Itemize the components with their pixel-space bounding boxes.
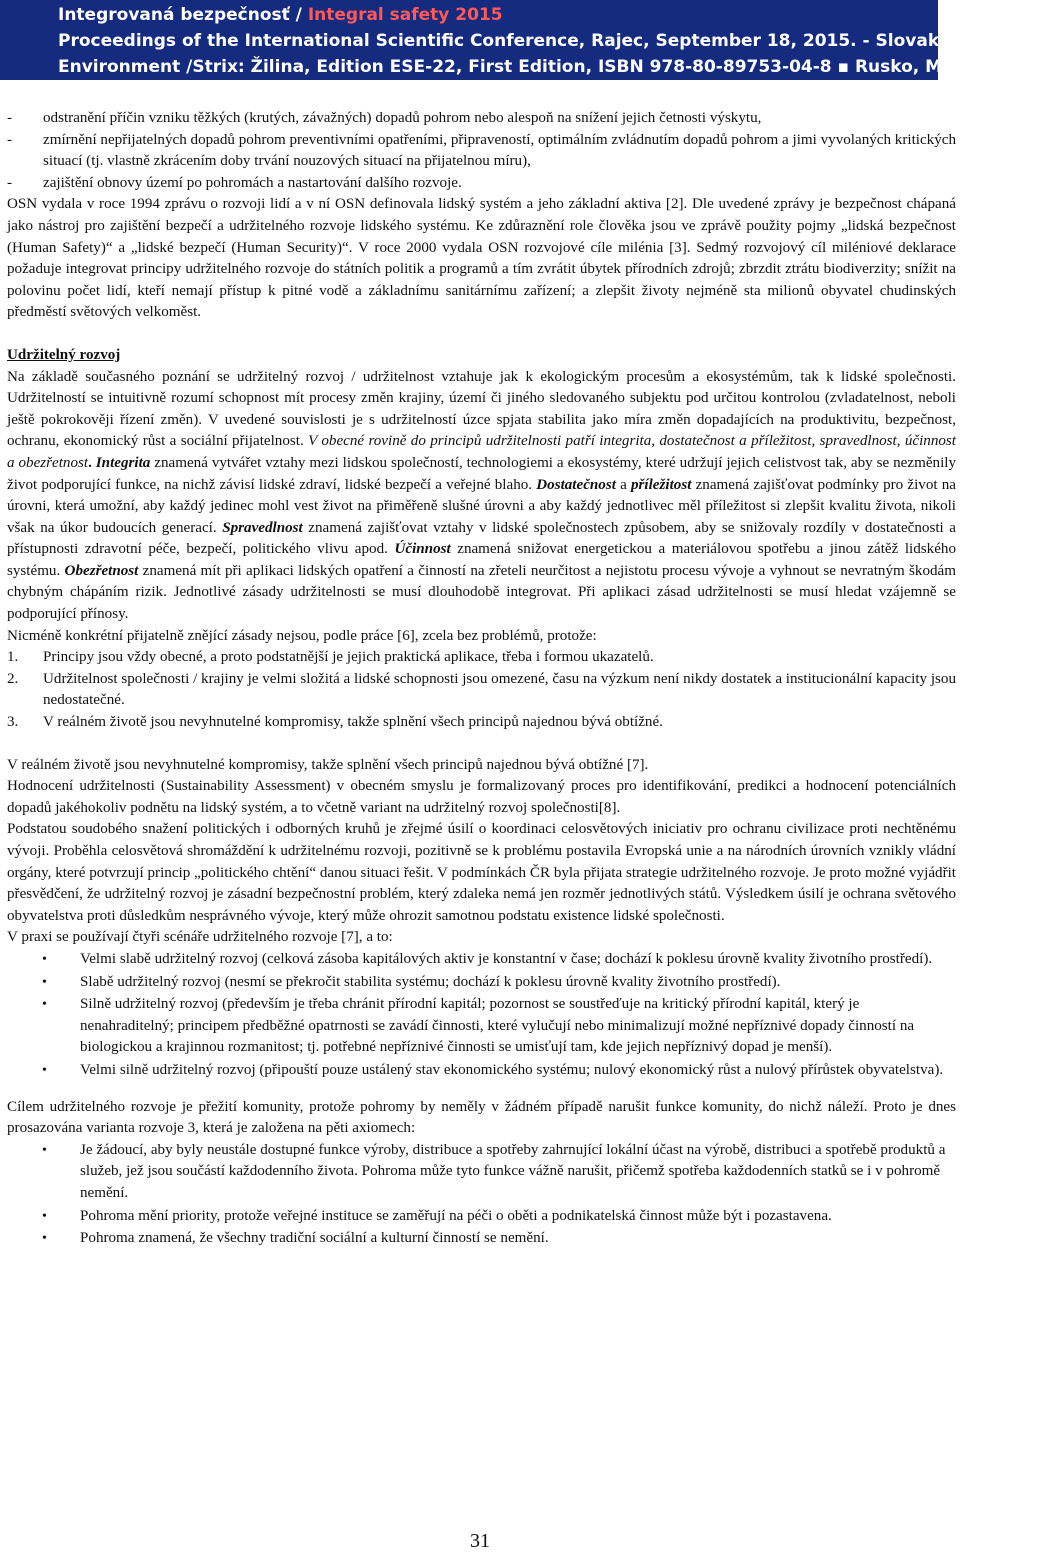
spacer	[7, 1083, 956, 1097]
conference-header	[0, 0, 1049, 80]
page-number: 31	[470, 1530, 490, 1552]
numbered-item	[7, 712, 956, 734]
page-body	[7, 108, 956, 1251]
item-text: Principy jsou vždy obecné, a proto podstatnější je jejich praktická aplikace, třeba i formou ukazatelů.	[43, 649, 654, 666]
list-text: odstranění příčin vzniku těžkých (krutých, závažných) dopadů pohrom nebo alespoň na snížení jejich četnosti výskytu,	[43, 110, 762, 126]
paragraph-scenarios-intro: V praxi se používají čtyři scénáře udržitelného rozvoje [7], a to:	[7, 929, 393, 946]
item-number: 1.	[7, 649, 19, 666]
list-dash: -	[7, 174, 13, 191]
term-prilezitost: příležitost	[631, 476, 692, 493]
header-edition-line: Environment /Strix: Žilina, Edition ESE-22, First Edition, ISBN 978-80-89753-04-8 ▪ Rusko, M. [Ed.] ▪	[58, 57, 1018, 77]
spacer	[7, 734, 956, 755]
term-spravedlnost: Spravedlnost	[222, 519, 303, 536]
bullet-icon: •	[42, 1231, 47, 1247]
bullet-item	[7, 1140, 956, 1205]
list-text: zajištění obnovy území po pohromách a nastartování dalšího rozvoje.	[43, 174, 462, 191]
bullet-item	[7, 972, 956, 994]
term-obezretnost: Obezřetnost	[64, 562, 139, 579]
bullet-item	[7, 1228, 956, 1250]
paragraph-essence: Podstatou soudobého snažení politických i odborných kruhů je zřejmé úsilí o koordinaci celosvětových iniciativ pro ochranu civilizace proti nechtěnému vývoji. Proběhla celosvětová shromáždění k udržitelnému rozvoji, pozitivně se k problému postavila Evropská unie a na národních úrovních vznikly vládní orgány, které potvrzují princip „politického chtění“ danou situaci řešit. V podmínkách ČR byla přijata strategie udržitelného rozvoje. Je proto možné vyjádřit přesvědčení, že udržitelný rozvoj je zásadní bezpečnostní problém, který zdaleka nemá jen rozměr jednotlivých států. Výsledkem úsilí je ochrana světového obyvatelstva proti důsledkům nesprávného vývoje, který může ohrozit samotnou podstatu existence lidské společnosti.	[7, 821, 956, 924]
bullet-item	[7, 1060, 956, 1082]
text-run: znamená snižovat energetickou a materiálovou spotřebu a jinou zátěž lidského systému.	[7, 541, 956, 579]
bullet-item	[7, 949, 956, 971]
bullet-text: Slabě udržitelný rozvoj (nesmí se překročit stabilita systému; dochází k poklesu úrovně kvality životního prostředí).	[80, 973, 781, 990]
numbered-item	[7, 669, 956, 712]
list-dash: -	[7, 131, 13, 148]
header-title-en: Integral safety 2015	[307, 5, 503, 25]
bullet-icon: •	[42, 1142, 47, 1158]
header-title-line	[58, 2, 938, 28]
bullet-text: Silně udržitelný rozvoj (především je třeba chránit přírodní kapitál; pozornost se soustřeďuje na kritický přírodní kapitál, který je nenahraditelný; principem předběžné opatrnosti se zavádí činnosti, které vylučují nebo minimalizují možné nepříznivé dopady činností na biologickou a krajinnou rozmanitost; tj. potřebné nepříznivé činnosti se umisťují tam, kde jejich nepříznivý dopad je menší).	[80, 996, 915, 1056]
term-dostatecnost: Dostatečnost	[536, 476, 616, 493]
text-run: a	[615, 476, 631, 493]
text-run: .	[88, 454, 96, 471]
bullet-icon: •	[42, 1062, 47, 1078]
paragraph-sustainability	[7, 367, 956, 626]
bullet-text: Velmi slabě udržitelný rozvoj (celková zásoba kapitálových aktiv je konstantní v čase; dochází k poklesu úrovně kvality životního prostředí).	[80, 950, 933, 967]
bullet-icon: •	[42, 974, 47, 990]
text-run: znamená zajišťovat vztahy v lidské společnostech způsobem, aby se snižovaly rozdíly v dostatečnosti a přístupnosti zdravotní péče, bezpečí, politického vlivu apod.	[7, 519, 956, 558]
bullet-text: Je žádoucí, aby byly neustále dostupné funkce výroby, distribuce a spotřeby zahrnující lokální účast na výrobě, distribuci a spotřebě produktů a služeb, jež jsou součástí každodenního života. Pohroma může tyto funkce vážně narušit, přičemž spotřeba každodenních statků se i v pohromě nemění.	[80, 1141, 946, 1201]
bullet-text: Pohroma mění priority, protože veřejné instituce se zaměřují na péči o oběti a podnikatelská činnost může být i pozastavena.	[80, 1207, 832, 1224]
section-heading: Udržitelný rozvoj	[7, 346, 121, 363]
text-run: znamená zajišťovat podmínky pro život na úrovni, která umožní, aby každý jedinec mohl vest život na přiměřeně slušné úrovni a aby každý jednotlivec měl příležitost si zlepšit kvalitu života, nikoli však na úkor budoucích generací.	[7, 476, 956, 536]
paragraph-real-life: V reálném životě jsou nevyhnutelné kompromisy, takže splnění všech principů najednou bývá obtížné [7].	[7, 756, 649, 773]
italic-run: V obecné rovině do principů udržitelnosti patří integrita, dostatečnost a příležitost, spravedlnost, účinnost a obezřetnost	[7, 433, 956, 471]
text-run: znamená mít při aplikaci lidských opatření a činností na zřeteli neurčitost a nejistotu procesu vývoje a vyhnout se nevratným škodám chybným chápáním rizik. Jednotlivé zásady udržitelnosti se musí dlouhodobě integrovat. Při aplikaci zásad udržitelnosti se musí hledat vzájemně se podporující přínosy.	[7, 562, 956, 623]
term-ucinnost: Účinnost	[394, 541, 451, 558]
numbered-item	[7, 647, 956, 669]
paragraph-assessment: Hodnocení udržitelnosti (Sustainability Assessment) v obecném smyslu je formalizovaný proces pro identifikování, predikci a hodnocení potenciálních dopadů jakéhokoliv podnětu na lidský systém, a to včetně variant na udržitelný rozvoj společnosti[8].	[7, 778, 956, 816]
bullet-icon: •	[42, 951, 47, 967]
item-number: 3.	[7, 714, 19, 731]
list-item	[7, 108, 956, 130]
list-text: zmírnění nepřijatelných dopadů pohrom preventivními opatřeními, připraveností, optimálním zvládnutím dopadů pohrom a jimi vyvolaných kritických situací (tj. vlastně zkrácením doby trvání nouzových situací na přijatelnou míru),	[43, 131, 956, 170]
item-number: 2.	[7, 670, 19, 687]
paragraph-osn: OSN vydala v roce 1994 zprávu o rozvoji lidí a v ní OSN definovala lidský systém a jeho základní aktiva [2]. Dle uvedené zprávy je bezpečnost chápaná jako nástroj pro zajištění bezpečí a udržitelného rozvoje lidského systému. Ke zdůraznění role člověka jsou ve zprávě použity pojmy „lidská bezpečnost (Human Safety)“ a „lidské bezpečí (Human Security)“. V roce 2000 vydala OSN rozvojové cíle milénia [3]. Sedmý rozvojový cíl miléniové deklarace požaduje integrovat principy udržitelného rozvoje do státních politik a programů a tím zvrátit úbytek přírodních zdrojů; zbrzdit ztrátu biodiverzity; snížit na polovinu počet lidí, kteří nemají přístup k pitné vodě a základnímu sanitárnímu zařízení; a zlepšit životy nejméně sta milionů obyvatel chudinských předměstí světových velkoměst.	[7, 196, 956, 321]
paragraph-goal: Cílem udržitelného rozvoje je přežití komunity, protože pohromy by neměly v žádném případě narušit funkce komunity, do nichž náleží. Proto je dnes prosazována varianta rozvoje 3, která je založena na pěti axiomech:	[7, 1098, 956, 1137]
bullet-icon: •	[42, 1208, 47, 1224]
header-proceedings-line: Proceedings of the International Scientific Conference, Rajec, September 18, 2015. - Slovak Society for	[58, 31, 1049, 51]
bullet-text: Velmi silně udržitelný rozvoj (připouští pouze ustálený stav ekonomického systému; nulový ekonomický růst a nulový přírůstek obyvatelstva).	[80, 1061, 944, 1078]
list-item	[7, 173, 956, 195]
text-run: znamená vytvářet vztahy mezi lidskou společností, technologiemi a ekosystémy, které udržují jejich celistvost tak, aby se nezměnily život podporující funkce, na nichž závisí lidské zdraví, lidské bezpečí a veřejné blaho.	[7, 454, 957, 493]
text-run: Na základě současného poznání se udržitelný rozvoj / udržitelnost vztahuje jak k ekologickým procesům a ekosystémům, tak k lidské společnosti. Udržitelností se intuitivně rozumí schopnost mít procesy změn krajiny, území či jiného sledovaného subjektu pod určitou kontrolou (zvladatelnost, neboli ještě pokrokověji řízení změn). V uvedené souvislosti je s udržitelností úzce spjata stabilita jako míra změn dopadajících na produktivitu, bezpečnost, ochranu, ekonomický růst a sociální přijatelnost.	[7, 368, 956, 450]
bullet-item	[7, 1206, 956, 1228]
paragraph-nicmene: Nicméně konkrétní přijatelně znějící zásady nejsou, podle práce [6], zcela bez problémů, protože:	[7, 627, 597, 644]
header-title-sk: Integrovaná bezpečnosť /	[58, 5, 308, 25]
list-item	[7, 130, 956, 173]
list-dash: -	[7, 110, 13, 126]
item-text: Udržitelnost společnosti / krajiny je velmi složitá a lidské schopnosti jsou omezené, času na výzkum není nikdy dostatek a institucionální kapacity jsou nedostatečné.	[43, 670, 956, 709]
item-text: V reálném životě jsou nevyhnutelné kompromisy, takže splnění všech principů najednou bývá obtížné.	[43, 714, 663, 731]
bullet-text: Pohroma znamená, že všechny tradiční sociální a kulturní činností se nemění.	[80, 1230, 549, 1247]
bullet-item	[7, 994, 956, 1059]
bullet-icon: •	[42, 997, 47, 1013]
term-integrita: Integrita	[95, 454, 151, 471]
